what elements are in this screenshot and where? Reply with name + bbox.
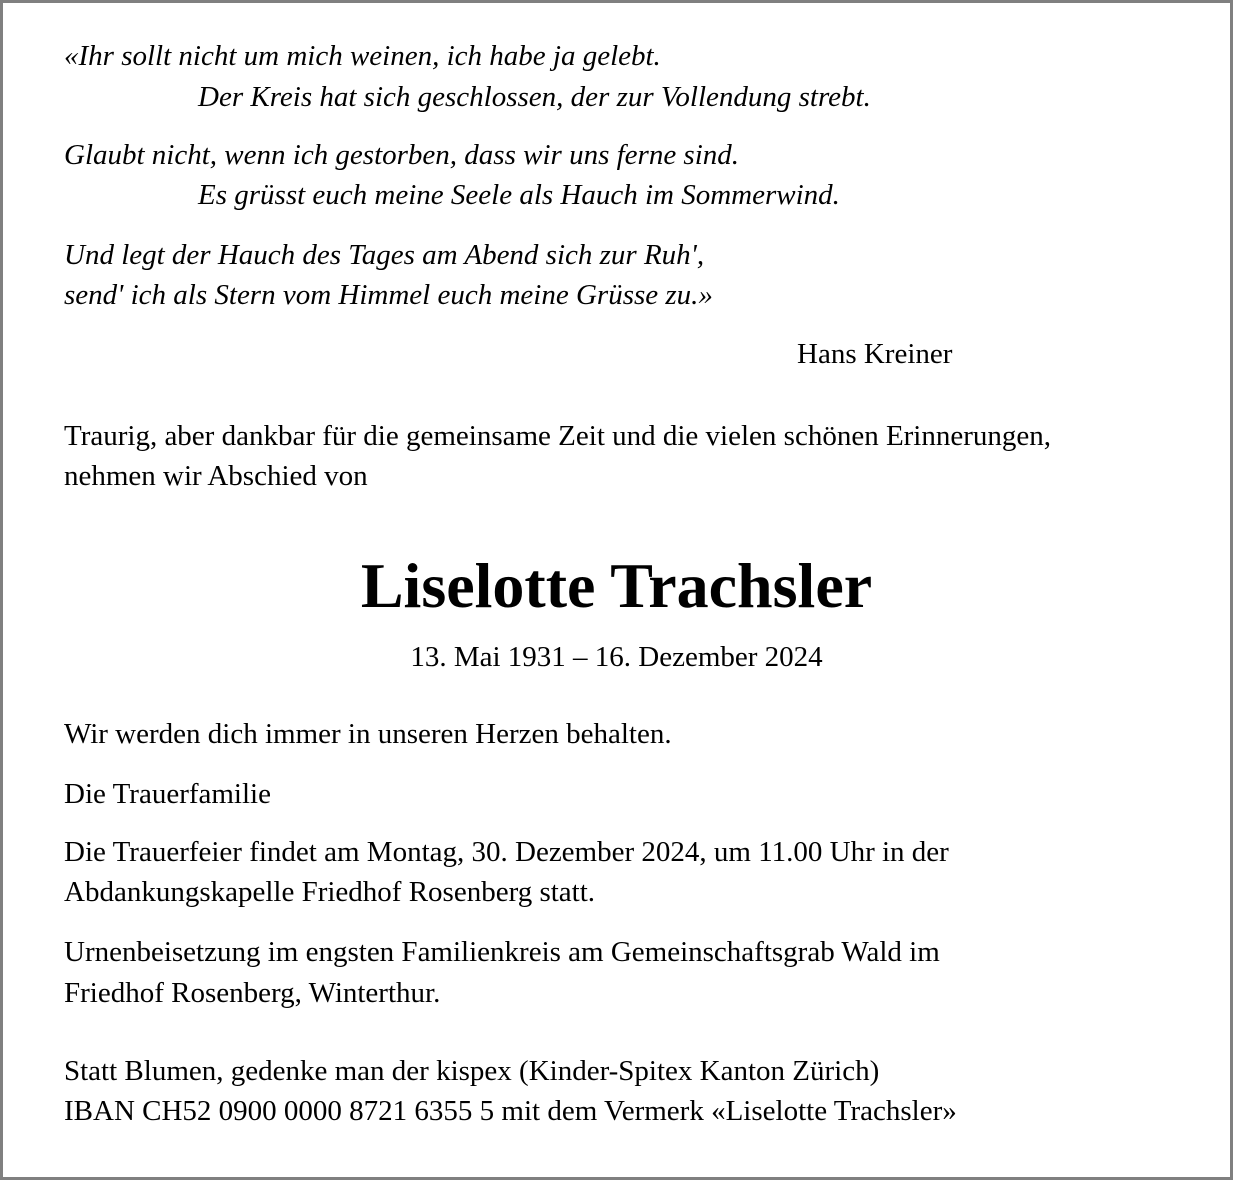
deceased-name: Liselotte Trachsler: [360, 550, 873, 621]
donation-line-1: Statt Blumen, gedenke man der kispex (Kinder-Spitex Kanton Zürich): [64, 1055, 880, 1087]
family-signature: Die Trauerfamilie: [64, 778, 271, 810]
burial-line-2: Friedhof Rosenberg, Winterthur.: [64, 977, 441, 1009]
poem-line-1: «Ihr sollt nicht um mich weinen, ich habe ja gelebt.: [64, 40, 661, 72]
poem-line-6: send' ich als Stern vom Himmel euch meine Grüsse zu.»: [64, 279, 713, 311]
life-dates: 13. Mai 1931 – 16. Dezember 2024: [410, 641, 823, 673]
donation-line-2: IBAN CH52 0900 0000 8721 6355 5 mit dem Vermerk «Liselotte Trachsler»: [64, 1095, 957, 1127]
poem-line-2: Der Kreis hat sich geschlossen, der zur Vollendung strebt.: [198, 81, 871, 113]
poem-line-4: Es grüsst euch meine Seele als Hauch im Sommerwind.: [198, 179, 840, 211]
burial-line-1: Urnenbeisetzung im engsten Familienkreis am Gemeinschaftsgrab Wald im: [64, 936, 940, 968]
poem-line-3: Glaubt nicht, wenn ich gestorben, dass wir uns ferne sind.: [64, 139, 740, 171]
heart-line: Wir werden dich immer in unseren Herzen behalten.: [64, 718, 672, 750]
ceremony-line-2: Abdankungskapelle Friedhof Rosenberg statt.: [64, 876, 596, 908]
intro-line-1: Traurig, aber dankbar für die gemeinsame Zeit und die vielen schönen Erinnerungen,: [64, 420, 1052, 452]
intro-line-2: nehmen wir Abschied von: [64, 460, 368, 492]
ceremony-line-1: Die Trauerfeier findet am Montag, 30. Dezember 2024, um 11.00 Uhr in der: [64, 836, 949, 868]
poem-author: Hans Kreiner: [797, 338, 953, 370]
poem-line-5: Und legt der Hauch des Tages am Abend sich zur Ruh',: [64, 239, 705, 271]
